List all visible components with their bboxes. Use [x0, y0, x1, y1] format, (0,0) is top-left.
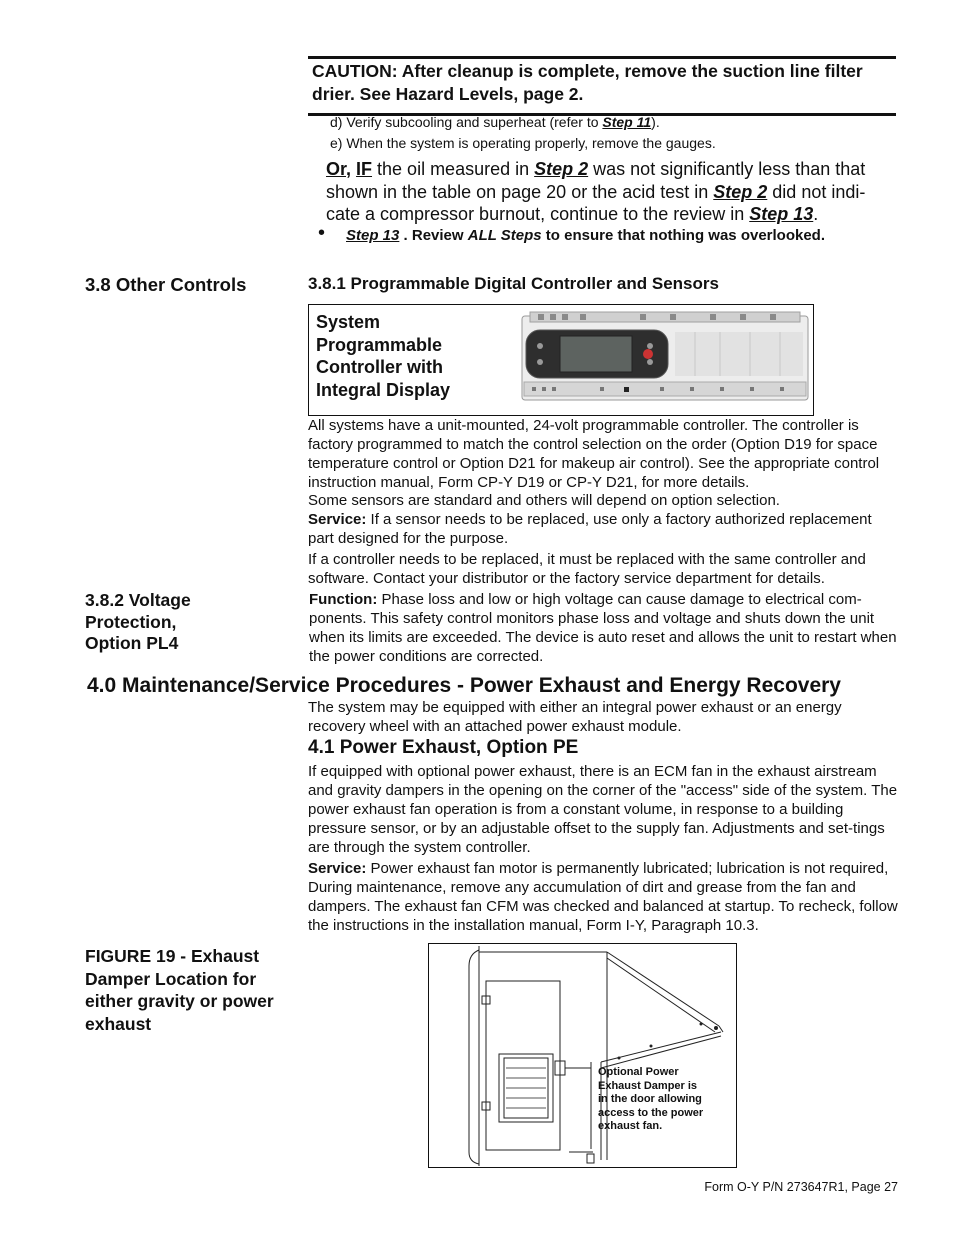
service-text: If a sensor needs to be replaced, use only a factory authorized replacement part designed for the purpose.	[308, 511, 872, 547]
section-4-1-heading: 4.1 Power Exhaust, Option PE	[308, 737, 579, 758]
service-label-2: Service:	[308, 860, 367, 877]
controller-label: System Programmable Controller with Integral Display	[316, 312, 451, 400]
all-steps-text: ALL Steps	[467, 227, 542, 244]
para-text-c: did not indi-cate a compressor burnout, continue to the review in	[326, 181, 866, 224]
caution-notice: CAUTION: After cleanup is complete, remove the suction line filter drier. See Hazard Levels, page 2.	[312, 61, 863, 104]
controller-image	[520, 310, 810, 406]
bullet-text-a: . Review	[399, 227, 468, 244]
step-2-link-b[interactable]: Step 2	[713, 181, 768, 202]
voltage-function-paragraph	[309, 590, 901, 666]
power-exhaust-service-paragraph	[308, 859, 900, 935]
page-footer: Form O-Y P/N 273647R1, Page 27	[704, 1180, 898, 1194]
section-3-8-2-heading: 3.8.2 Voltage Protection, Option PL4	[85, 590, 191, 653]
step-d	[330, 113, 890, 132]
bullet-icon: •	[318, 222, 326, 244]
sensor-service-paragraph	[308, 510, 900, 548]
section-3-8-heading: 3.8 Other Controls	[85, 274, 247, 295]
step-2-link-a[interactable]: Step 2	[534, 159, 589, 179]
bullet-text-b: to ensure that nothing was overlooked.	[541, 227, 826, 244]
function-text: Phase loss and low or high voltage can cause damage to electrical com-ponents. This safety control monitors phase loss and voltage and shuts down the unit when its limits are exceeded. The device is auto reset and allows the unit to restart when the power conditions are corrected.	[309, 591, 897, 665]
section-4-0-intro: The system may be equipped with either an integral power exhaust or an energy recovery wheel with an attached power exhaust module.	[308, 699, 842, 735]
step-d-close: ).	[651, 114, 660, 130]
service-label: Service:	[308, 511, 367, 528]
controller-description: All systems have a unit-mounted, 24-volt programmable controller. The controller is factory programmed to match the control selection on the order (Option D19 for space temperature control or Option D21 for makeup air control). See the appropriate control instruction manual, Form CP-Y D19 or CP-Y D21, for more details.	[308, 417, 880, 491]
controller-replace-paragraph: If a controller needs to be replaced, it must be replaced with the same controller and software. Contact your distributor or the factory service department for details.	[308, 551, 866, 587]
function-label: Function:	[309, 591, 378, 608]
or-word: Or,	[326, 159, 352, 179]
step-13-link-bullet[interactable]: Step 13	[346, 227, 400, 244]
damper-callout-note: Optional Power Exhaust Damper is in the door allowing access to the power exhaust fan.	[598, 1066, 704, 1132]
step-d-text: d) Verify subcooling and superheat (refer to	[330, 114, 603, 130]
if-word: IF	[356, 159, 373, 179]
service-text-2: Power exhaust fan motor is permanently lubricated; lubrication is not required, During maintenance, remove any accumulation of dirt and grease from the fan and dampers. The exhaust fan CFM was checked and balanced at startup. To recheck, follow the instructions in the installation manual, Form I-Y, Paragraph 10.3.	[308, 860, 898, 934]
power-exhaust-paragraph: If equipped with optional power exhaust, there is an ECM fan in the exhaust airstream and gravity dampers in the opening on the corner of the "access" side of the system. The power exhaust fan operation is from a constant volume, in response to a building pressure sensor, or by an adjustable offset to the supply fan. Adjustments and set-tings are through the system controller.	[308, 763, 898, 856]
sensors-note: Some sensors are standard and others will depend on option selection.	[308, 492, 780, 509]
bullet-review-item	[346, 227, 906, 244]
step-11-link[interactable]: Step 11	[602, 114, 652, 130]
section-3-8-1-heading: 3.8.1 Programmable Digital Controller and Sensors	[308, 274, 719, 293]
section-4-0-heading: 4.0 Maintenance/Service Procedures - Power Exhaust and Energy Recovery	[87, 674, 841, 697]
step-e: e) When the system is operating properly, remove the gauges.	[330, 135, 716, 151]
step-13-link[interactable]: Step 13	[749, 204, 814, 224]
para-text-b: was not significantly less than that shown in the table on page 20 or the acid test in	[326, 159, 866, 202]
figure-19-caption: FIGURE 19 - Exhaust Damper Location for either gravity or power exhaust	[85, 946, 274, 1034]
para-text-a: the oil measured in	[372, 159, 535, 179]
oil-review-paragraph	[326, 158, 896, 226]
para-text-d: .	[813, 204, 819, 224]
